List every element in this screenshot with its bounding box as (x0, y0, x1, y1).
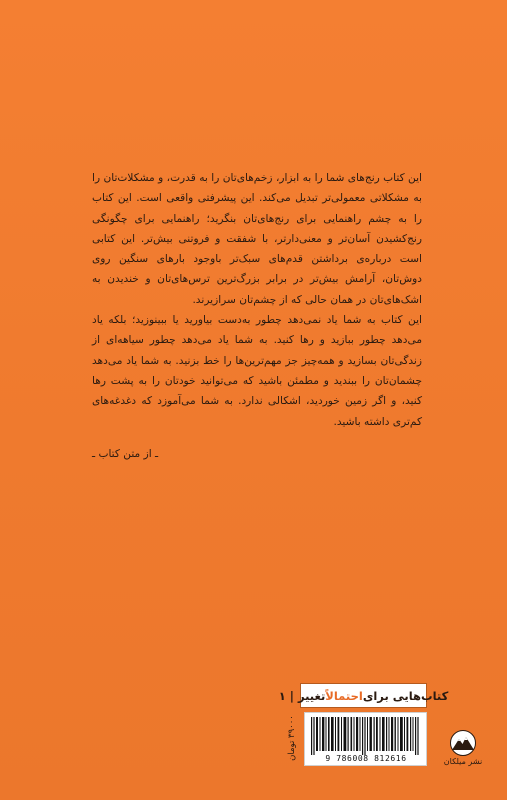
series-prefix: کتاب‌هایی برای (362, 688, 449, 703)
barcode (304, 712, 427, 766)
series-label (278, 683, 449, 708)
blurb-paragraph-2: این کتاب به شما یاد نمی‌دهد چطور به‌دست بیاورید یا ببینوزید؛ بلکه یاد می‌دهد چطور ببازید و رها کنید. به شما یاد می‌دهد چطور سیاهه‌ای از زندگی‌تان بسازید و همه‌چیز جز مهم‌ترین‌ها را خط بزنید. به شما یاد می‌دهد چشمان‌تان را ببندید و مطمئن باشید که می‌توانید خودتان را به پشت رها کنید، و اگر زمین خوردید، اشکالی ندارد. به شما می‌آموزد که دغدغه‌های کم‌تری داشته باشید. (92, 314, 422, 428)
price-label: ۳۹۰۰۰ تومان (287, 715, 298, 761)
series-highlight: احتمالاً (325, 688, 363, 703)
mountain-logo-icon (448, 730, 478, 756)
barcode-number: 9 786008 812616 (325, 754, 407, 763)
publisher-name: نشر میلکان (443, 757, 483, 766)
series-suffix: تغییر | ۱ (278, 688, 326, 703)
barcode-bars-icon (311, 717, 421, 755)
blurb-paragraph-1: این کتاب رنج‌های شما را به ابزار، زخم‌های‌تان را به قدرت، و مشکلات‌تان را به مشکلاتی معمولی‌تر تبدیل می‌کند. این پیشرفتی واقعی است. این کتاب را به چشم راهنمایی برای رنج‌های‌تان بنگرید؛ راهنمایی برای چگونگی رنج‌کشیدن آسان‌تر و معنی‌دارتر، با شفقت و فروتنی بیش‌تر. این کتابی است درباره‌ی برداشتن قدم‌های سبک‌تر با‌وجود بارهای سنگین روی دوش‌تان، آرامش بیش‌تر در برابر بزرگ‌ترین ترس‌های‌تان و خندیدن به اشک‌های‌تان در همان حالی که از چشم‌تان سرازیرند. (92, 172, 422, 306)
publisher-logo (437, 730, 489, 770)
blurb-source: ـ از متن کتاب ـ (92, 448, 159, 460)
blurb-text (92, 168, 422, 432)
